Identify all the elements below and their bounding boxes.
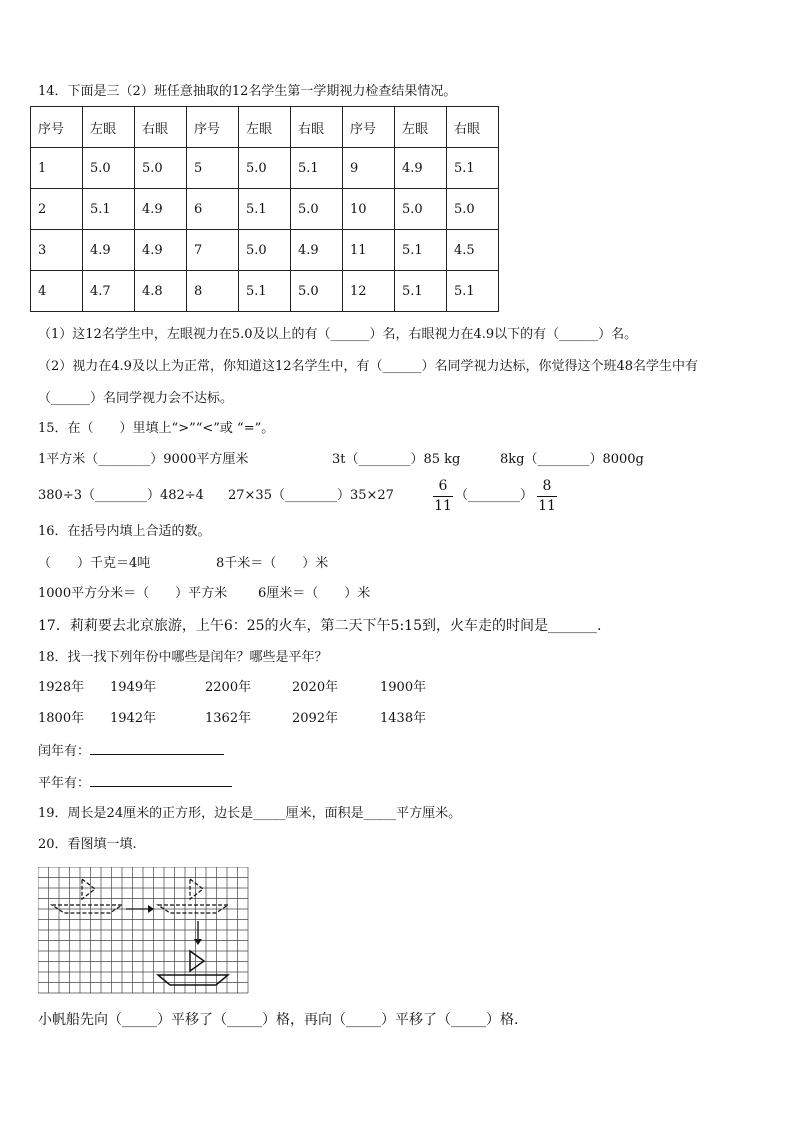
table-header-cell: 左眼 xyxy=(239,107,291,148)
q14-sub2-line2: （______）名同学视力会不达标。 xyxy=(38,391,234,406)
table-cell: 5.0 xyxy=(291,271,343,312)
table-cell: 5 xyxy=(187,148,239,189)
table-cell: 6 xyxy=(187,189,239,230)
table-cell: 5.0 xyxy=(239,148,291,189)
fraction-bar xyxy=(433,496,453,497)
q18-title: 18．找一找下列年份中哪些是闰年？哪些是平年？ xyxy=(38,650,328,665)
q18-year-9: 2092年 xyxy=(292,711,339,726)
q15-item-4: 380÷3（________）482÷4 xyxy=(38,488,204,503)
q18-year-10: 1438年 xyxy=(380,711,427,726)
table-cell: 11 xyxy=(343,230,395,271)
fraction-6-11 xyxy=(433,478,453,515)
table-row xyxy=(31,271,499,312)
table-cell: 5.0 xyxy=(291,189,343,230)
table-header-cell: 序号 xyxy=(31,107,83,148)
table-cell: 7 xyxy=(187,230,239,271)
q18-year-6: 1800年 xyxy=(38,711,85,726)
table-cell: 5.1 xyxy=(291,148,343,189)
fraction-bar xyxy=(537,496,557,497)
q16-item-2: 8千米＝（ ）米 xyxy=(216,556,329,571)
table-cell: 5.0 xyxy=(447,189,499,230)
common-years-blank[interactable] xyxy=(90,774,232,787)
q15-item-3: 8kg（________）8000g xyxy=(500,452,644,467)
q14-sub1: （1）这12名学生中，左眼视力在5.0及以上的有（______）名，右眼视力在4.9以下的有（______）名。 xyxy=(38,327,638,342)
table-cell: 5.1 xyxy=(239,271,291,312)
table-row xyxy=(31,230,499,271)
common-years-label xyxy=(38,774,232,792)
q20-answer: 小帆船先向（_____）平移了（_____）格，再向（_____）平移了（_____）格. xyxy=(38,1012,519,1028)
fraction-denominator: 11 xyxy=(434,498,452,514)
sailboat-shifted xyxy=(158,879,228,913)
table-row xyxy=(31,148,499,189)
table-cell: 4.9 xyxy=(291,230,343,271)
fraction-denominator: 11 xyxy=(538,498,556,514)
table-cell: 1 xyxy=(31,148,83,189)
q18-year-1: 1928年 xyxy=(38,680,85,695)
table-header-cell: 左眼 xyxy=(83,107,135,148)
common-years-text: 平年有： xyxy=(38,776,91,791)
vision-table xyxy=(30,106,499,312)
table-cell: 4.9 xyxy=(135,230,187,271)
table-row xyxy=(31,189,499,230)
q18-year-8: 1362年 xyxy=(205,711,252,726)
q18-year-5: 1900年 xyxy=(380,680,427,695)
q15-title: 15．在（ ）里填上“>”“<”或 “=”。 xyxy=(38,421,275,436)
table-header-cell: 右眼 xyxy=(447,107,499,148)
q18-year-7: 1942年 xyxy=(110,711,157,726)
sailboat-grid-figure xyxy=(38,867,250,997)
table-cell: 5.0 xyxy=(239,230,291,271)
table-cell: 4.8 xyxy=(135,271,187,312)
grid-lines xyxy=(38,867,248,993)
table-cell: 4 xyxy=(31,271,83,312)
leap-years-text: 闰年有： xyxy=(38,744,91,759)
q15-item-5: 27×35（________）35×27 xyxy=(228,488,394,503)
q16-title: 16．在括号内填上合适的数。 xyxy=(38,524,211,539)
table-header-cell: 左眼 xyxy=(395,107,447,148)
q16-item-3: 1000平方分米＝（ ）平方米 xyxy=(38,586,228,601)
q15-item-1: 1平方米（________）9000平方厘米 xyxy=(38,452,249,467)
table-cell: 5.1 xyxy=(239,189,291,230)
q15-item-2: 3t（________）85 kg xyxy=(332,452,461,467)
arrow-right-head xyxy=(148,905,154,913)
fraction-numerator: 6 xyxy=(438,478,448,494)
table-cell: 5.1 xyxy=(395,271,447,312)
table-cell: 3 xyxy=(31,230,83,271)
table-cell: 5.1 xyxy=(447,271,499,312)
leap-years-label xyxy=(38,742,224,760)
table-cell: 2 xyxy=(31,189,83,230)
table-cell: 5.0 xyxy=(395,189,447,230)
table-cell: 8 xyxy=(187,271,239,312)
q14-title: 14．下面是三（2）班任意抽取的12名学生第一学期视力检查结果情况。 xyxy=(38,84,457,99)
table-header-cell: 序号 xyxy=(343,107,395,148)
table-cell: 10 xyxy=(343,189,395,230)
q17-text: 17．莉莉要去北京旅游，上午6：25的火车，第二天下午5:15到，火车走的时间是_______. xyxy=(38,618,602,634)
table-cell: 4.9 xyxy=(135,189,187,230)
table-cell: 5.0 xyxy=(135,148,187,189)
sailboat-final xyxy=(158,951,228,985)
fraction-8-11 xyxy=(537,478,557,515)
table-cell: 4.7 xyxy=(83,271,135,312)
table-cell: 12 xyxy=(343,271,395,312)
q18-year-4: 2020年 xyxy=(292,680,339,695)
q18-year-3: 2200年 xyxy=(205,680,252,695)
q16-item-4: 6厘米＝（ ）米 xyxy=(258,586,371,601)
leap-years-blank[interactable] xyxy=(90,742,224,755)
table-cell: 5.1 xyxy=(395,230,447,271)
table-header-cell: 右眼 xyxy=(291,107,343,148)
table-header-cell: 右眼 xyxy=(135,107,187,148)
table-header-row xyxy=(31,107,499,148)
table-cell: 5.1 xyxy=(83,189,135,230)
table-cell: 9 xyxy=(343,148,395,189)
table-cell: 5.1 xyxy=(447,148,499,189)
table-cell: 4.5 xyxy=(447,230,499,271)
q19-text: 19．周长是24厘米的正方形，边长是_____厘米，面积是_____平方厘米。 xyxy=(38,806,462,821)
table-cell: 4.9 xyxy=(395,148,447,189)
q15-fraction-blank: （________） xyxy=(455,488,534,503)
q14-sub2-line1: （2）视力在4.9及以上为正常，你知道这12名学生中，有（______）名同学视力达标，你觉得这个班48名学生中有 xyxy=(38,359,699,374)
fraction-numerator: 8 xyxy=(542,478,552,494)
q18-year-2: 1949年 xyxy=(110,680,157,695)
q20-title: 20．看图填一填. xyxy=(38,837,137,852)
table-cell: 5.0 xyxy=(83,148,135,189)
q16-item-1: （ ）千克＝4吨 xyxy=(38,556,151,571)
table-cell: 4.9 xyxy=(83,230,135,271)
table-header-cell: 序号 xyxy=(187,107,239,148)
